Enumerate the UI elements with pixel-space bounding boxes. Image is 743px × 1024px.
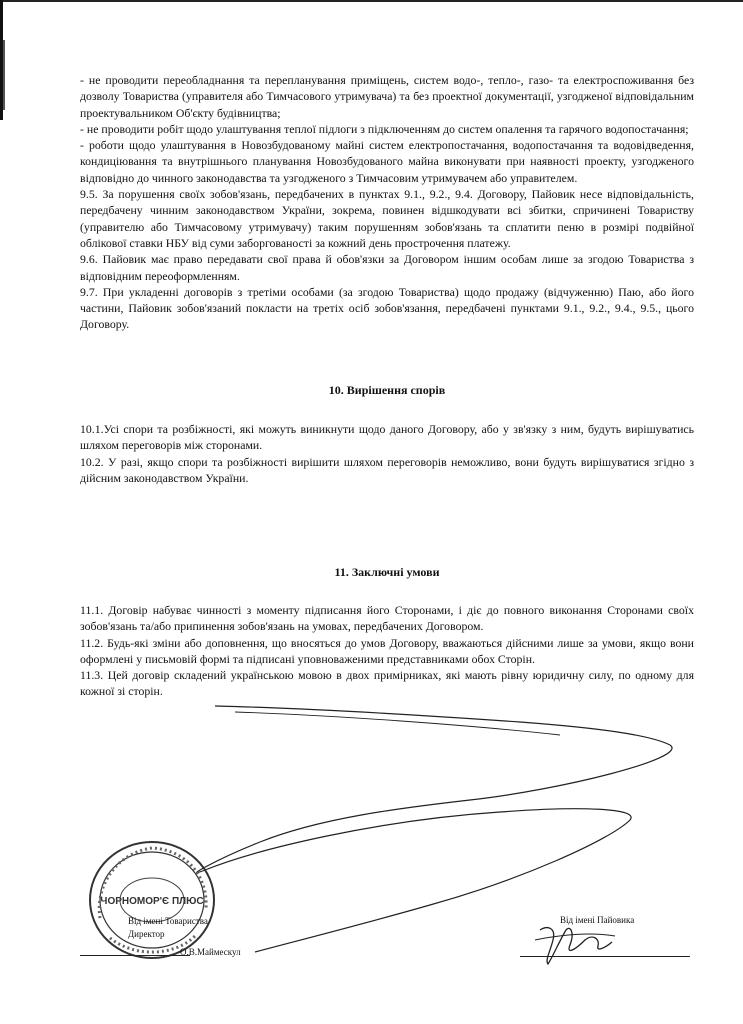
stamp-center-text: ЧОРНОМОР'Є ПЛЮС [100, 896, 204, 907]
clause-9-bullet-2: - не проводити робіт щодо улаштування теплої підлоги з підключенням до систем опалення та гарячого водопостачання; [80, 121, 689, 136]
director-name: О.В.Маймескул [180, 947, 241, 957]
section-10-title: 10. Вирішення спорів [328, 383, 446, 397]
clause-9-5: 9.5. За порушення своїх зобов'язань, передбачених в пунктах 9.1., 9.2., 9.4. Договору, Пайовик несе відповідальність, передбачену чинним законодавством України, зокрема, повинен відшкодувати всі збитки, спричинені Товариству (управителю або Тимчасовому утримувачу) таким порушенням зобов'язань та сплатити пеню в розмірі подвійної облікової ставки НБУ від суми заборгованості за кожний день прострочення платежу. [80, 187, 694, 250]
clause-11-3: 11.3. Цей договір складений українською мовою в двох примірниках, які мають рівну юридичну силу, по одному для кожної зі сторін. [80, 668, 694, 699]
section-11-title: 11. Заключні умови [334, 565, 440, 579]
clause-11-1: 11.1. Договір набуває чинності з моменту підписання його Сторонами, і діє до повного виконання Сторонами своїх зобов'язань та/або припинення зобов'язань на умовах, передбачених Договором. [80, 603, 694, 634]
clause-10-2: 10.2. У разі, якщо спори та розбіжності вирішити шляхом переговорів неможливо, вони будуть вирішуватися згідно з дійсним законодавством України. [80, 454, 694, 485]
clause-11-2: 11.2. Будь-які зміни або доповнення, що вносяться до умов Договору, вважаються дійсними лише за умови, якщо вони оформлені у письмовій формі та підписані уповноваженими представниками обох Сторін. [80, 635, 694, 666]
clause-9-bullet-3: - роботи щодо улаштування в Новозбудованому майні систем електропостачання, водопостачання та водовідведення, кондиціювання та внутрішнього планування Новозбудованого майна виконувати при наявності проекту, узгодженого відповідно до чинного законодавства та узгодженого з Тимчасовим утримувачем або управителем. [80, 138, 694, 185]
director-label: Директор [128, 929, 165, 939]
clause-10-1: 10.1.Усі спори та розбіжності, які можуть виникнути щодо даного Договору, або у зв'язку з ним, будуть вирішуватись шляхом переговорів між сторонами. [80, 422, 694, 453]
clause-9-7: 9.7. При укладенні договорів з третіми особами (за згодою Товариства) щодо продажу (відчуженню) Паю, або його частини, Пайовик зобов'язаний покласти на третіх осіб зобов'язання, передбачені пунктами 9.1., 9.2., 9.4., 9.5., цього Договору. [80, 284, 694, 332]
clause-9-6: 9.6. Пайовик має право передавати свої права й обов'язки за Договором іншим особам лише за згодою Товариства з відповідним переоформленням. [80, 252, 694, 283]
company-side-label: Від імені Товариства [128, 916, 208, 926]
investor-side-label: Від імені Пайовика [560, 915, 635, 925]
clause-9-bullet-1: - не проводити переобладнання та перепланування приміщень, систем водо-, тепло-, газо- та електроспоживання без дозволу Товариства (управителя або Тимчасового утримувача) та без проектної документації, узгодженої відповідальним проектувальником Об'єкту будівництва; [80, 73, 694, 120]
